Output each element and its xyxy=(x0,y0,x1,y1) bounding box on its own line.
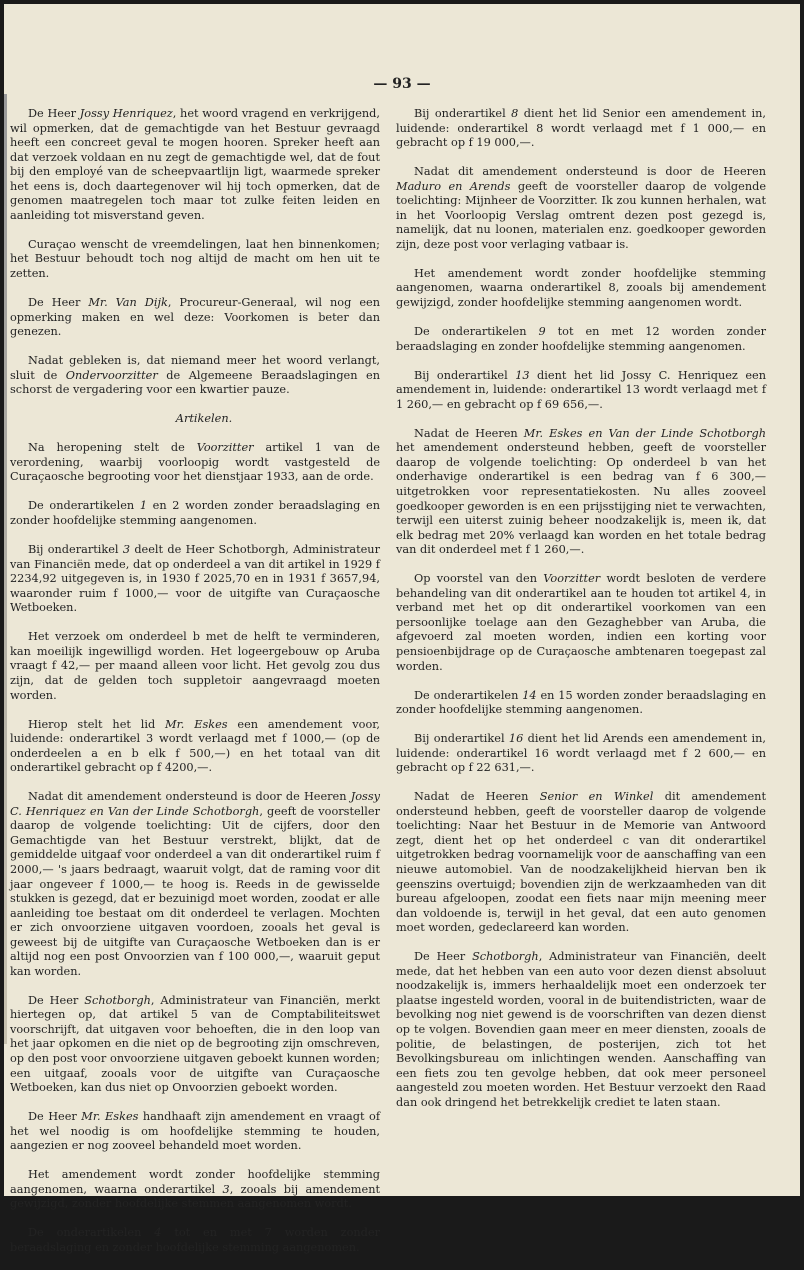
italic-name: Voorzitter xyxy=(196,441,254,455)
paragraph-text: dit amendement ondersteund hebben, geeft de voorsteller daarop de volgende toelichting: Naar het Bestuur in de Memorie van Antwoord zegt, dient het op het onderdeel c van dit onderartikel uitgetrokken bedrag voornamelijk voor de aanschaffing van een nieuwe automobiel. Van de noodzakelijkheid hiervan ben ik geenszins overtuigd; bovendien zijn de werkzaamheden van dit bureau afgeloopen, zoodat een fiets naar mijn meening meer dan voldoende is, terwijl in het geval, dat een auto genomen moet worden, gedeclareerd kan worden. xyxy=(396,790,766,935)
paragraph-text: , Procureur-Generaal, wil nog een opmerking maken en wel deze: Voorkomen is beter dan genezen. xyxy=(10,296,380,339)
paragraph-text: de Algemeene Beraadslagingen en schorst de vergadering voor een kwartier pauze. xyxy=(10,368,380,397)
italic-name: Mr. Eskes xyxy=(165,717,228,731)
document-page xyxy=(4,4,800,1254)
paragraph-text: wordt besloten de verdere behandeling van dit onderartikel aan te houden tot artikel 4, in verband met het op dit onderartikel voorkomen van een persoonlijke toelage aan den Gezaghebber van Aruba, die afgevoerd zal moeten worden, indien een korting voor pensioenbijdrage op de Curaçaosche ambtenaren toegepast zal worden. xyxy=(396,572,766,673)
left-paragraph xyxy=(10,630,380,703)
left-paragraph xyxy=(10,1226,380,1255)
paragraph-text: De Heer xyxy=(414,950,473,964)
paragraph-text: Bij onderartikel xyxy=(414,732,509,746)
paragraph-text: dient het lid Jossy C. Henriquez een amendement in, luidende: onderartikel 13 wordt verlaagd met f 1 260,— en gebracht op f 69 656,—. xyxy=(396,368,766,411)
right-column xyxy=(396,107,766,1125)
left-paragraph xyxy=(10,499,380,528)
italic-name: Jossy Henriquez xyxy=(79,107,173,120)
paragraph-text: De onderartikelen xyxy=(28,499,140,513)
italic-name: Mr. Eskes xyxy=(81,1110,139,1124)
right-paragraph xyxy=(396,790,766,935)
italic-name: 4 xyxy=(154,1226,162,1240)
italic-name: Jossy C. Henriquez en Van der Linde Schotborgh xyxy=(10,790,380,818)
italic-name: Senior en Winkel xyxy=(539,790,654,804)
paragraph-text: een amendement voor, luidende: onderartikel 3 wordt verlaagd met f 1000,— (op de onderdeelen a en b elk f 500,—) en het totaal van dit onderartikel gebracht op f 4200,—. xyxy=(10,717,380,775)
paragraph-text: Nadat de Heeren xyxy=(414,790,540,804)
paragraph-text: Nadat gebleken is, dat niemand meer het woord verlangt, sluit de xyxy=(10,354,380,382)
right-paragraph xyxy=(396,689,766,718)
italic-name: 3 xyxy=(222,1182,230,1196)
paragraph-text: geeft de voorsteller daarop de volgende toelichting: Mijnheer de Voorzitter. Ik zou kunnen herhalen, wat in het Voorloopig Verslag omtrent dezen post gezegd is, namelijk, dat nu loonen, materialen enz. goedkooper geworden zijn, deze post voor verlaging vatbaar is. xyxy=(396,179,767,251)
paragraph-text: Nadat de Heeren xyxy=(414,426,524,440)
page-edge xyxy=(4,94,7,1044)
left-paragraph xyxy=(10,1168,380,1212)
left-paragraph xyxy=(10,994,380,1096)
italic-name: Maduro en Arends xyxy=(396,179,511,193)
paragraph-text: deelt de Heer Schotborgh, Administrateur van Financiën mede, dat op onderdeel a van dit artikel in 1929 f 2234,92 uitgegeven is, in 1930 f 2025,70 en in 1931 f 3657,94, waaronder ruim f 1000,— voor de uitgifte van Curaçaosche Wetboeken. xyxy=(10,543,380,615)
paragraph-text: Na heropening stelt de xyxy=(28,441,197,455)
right-paragraph xyxy=(396,325,766,354)
paragraph-text: De Heer xyxy=(28,993,85,1007)
paragraph-text: Bij onderartikel xyxy=(414,368,516,382)
italic-name: 1 xyxy=(139,499,148,513)
paragraph-text: De onderartikelen xyxy=(414,688,523,702)
paragraph-text: De Heer xyxy=(28,1110,82,1124)
left-paragraph xyxy=(10,441,380,485)
paragraph-text: , het woord vragend en verkrijgend, wil opmerken, dat de gemachtigde van het Bestuur gevraagd heeft een concreet geval te mogen hooren. Spreker heeft aan dat verzoek voldaan en nu zegt de gemachtigde wel, dat de fout bij den employé van de scheepvaartlijn ligt, waarmede spreker het eens is, doch daartegenover wil hij toch opmerken, dat de genomen maatregelen toch maar tot zulke feiten leiden en aanleiding tot misverstand geven. xyxy=(10,107,380,222)
paragraph-text: dient het lid Arends een amendement in, luidende: onderartikel 16 wordt verlaagd met f 2 600,— en gebracht op f 22 631,—. xyxy=(396,732,766,775)
paragraph-text: en 15 worden zonder beraadslaging en zonder hoofdelijke stemming aangenomen. xyxy=(396,688,766,717)
italic-name: Ondervoorzitter xyxy=(65,368,158,382)
italic-name: 9 xyxy=(538,325,546,339)
italic-name: 13 xyxy=(515,368,530,382)
left-paragraph xyxy=(10,718,380,776)
paragraph-text: Bij onderartikel xyxy=(28,543,123,557)
italic-name: 3 xyxy=(122,543,131,557)
paragraph-text: De Heer xyxy=(28,296,89,310)
left-paragraph xyxy=(10,296,380,340)
left-column xyxy=(10,107,380,1270)
left-paragraph xyxy=(10,1110,380,1154)
paragraph-text: tot en met 12 worden zonder beraadslaging en zonder hoofdelijke stemming aangenomen. xyxy=(396,325,766,353)
right-paragraph xyxy=(396,732,766,776)
right-paragraph xyxy=(396,267,766,311)
left-paragraph xyxy=(10,543,380,616)
paragraph-text: Curaçao wenscht de vreemdelingen, laat hen binnenkomen; het Bestuur behoudt toch nog altijd de macht om hen uit te zetten. xyxy=(10,237,380,280)
italic-name: Schotborgh xyxy=(472,950,539,964)
left-paragraph xyxy=(10,354,380,398)
paragraph-text: en 2 worden zonder beraadslaging en zonder hoofdelijke stemming aangenomen. xyxy=(10,499,380,528)
paragraph-text: De onderartikelen xyxy=(28,1226,155,1240)
paragraph-text: Het verzoek om onderdeel b met de helft te verminderen, kan moeilijk ingewilligd worden. Het logeergebouw op Aruba vraagt f 42,— per maand alleen voor licht. Het gevolg zou dus zijn, dat de gelden toch suppletoir aangevraagd moeten worden. xyxy=(10,630,380,702)
paragraph-text: Het amendement wordt zonder hoofdelijke stemming aangenomen, waarna onderartikel xyxy=(10,1168,380,1196)
left-paragraph xyxy=(10,238,380,282)
left-paragraph xyxy=(10,107,380,223)
right-paragraph xyxy=(396,369,766,413)
left-paragraph xyxy=(10,412,380,427)
italic-name: Mr. Eskes en Van der Linde Schotborgh xyxy=(523,426,767,440)
paragraph-text: Nadat dit amendement ondersteund is door de Heeren xyxy=(414,165,766,179)
paragraph-text: handhaaft zijn amendement en vraagt of het wel noodig is om hoofdelijke stemming te houden, aangezien er nog zooveel behandeld moet worden. xyxy=(10,1110,380,1153)
paragraph-text: , Administrateur van Financiën, deelt mede, dat het hebben van een auto voor dezen dienst absoluut noodzakelijk is, immers herhaaldelijk moet een onderzoek ter plaatse ingesteld worden, vooral in de buitendistricten, waar de bevolking nog niet gewend is de voorschriften van dezen dienst op te volgen. Bovendien gaan meer en meer diensten, zooals de politie, de belastingen, de posterijen, zich tot het Bevolkingsbureau om inlichtingen wenden. Aanschaffing van een fiets zou ten gevolge hebben, dat ook meer personeel aangesteld zou moeten worden. Het Bestuur verzoekt den Raad dan ook dringend het betrekkelijk crediet te laten staan. xyxy=(396,950,766,1109)
right-paragraph xyxy=(396,572,766,674)
right-paragraph xyxy=(396,427,766,558)
right-paragraph xyxy=(396,107,766,151)
italic-name: Schotborgh xyxy=(84,993,151,1007)
paragraph-text: , Administrateur van Financiën, merkt hiertegen op, dat artikel 5 van de Comptabiliteitswet voorschrijft, dat uitgaven voor behoeften, die in den loop van het jaar opkomen en die niet op de begrooting zijn omschreven, op den post voor onvoorziene uitgaven geboekt kunnen worden; een uitgaaf, zooals voor de uitgifte van Curaçaosche Wetboeken, kan dus niet op Onvoorzien geboekt worden. xyxy=(10,993,380,1095)
paragraph-text: , zooals bij amendement gewijzigd, zonder hoofdelijke stemmen aangenomen wordt. xyxy=(10,1182,381,1211)
paragraph-text: het amendement ondersteund hebben, geeft de voorsteller daarop de volgende toelichting: Op onderdeel b van het onderhavige onderartikel is een bedrag van f 6 300,— uitgetrokken voor representatiekosten. Nu alles zooveel goedkooper geworden is en een prijsstijging niet te verwachten, terwijl een uiterst zuinig beheer noodzakelijk is, meen ik, dat elk bedrag met 20% verlaagd kan worden en het totale bedrag van dit onderdeel met f 1 260,—. xyxy=(396,441,766,557)
paragraph-text: Bij onderartikel xyxy=(414,107,512,120)
italic-name: 14 xyxy=(522,688,537,702)
italic-name: Mr. Van Dijk xyxy=(88,296,168,310)
paragraph-text: De Heer xyxy=(28,107,80,120)
italic-name: Voorzitter xyxy=(543,572,601,586)
paragraph-text: artikel 1 van de verordening, waarbij voorloopig wordt vastgesteld de Curaçaosche begrooting voor het dienstjaar 1933, aan de orde. xyxy=(10,441,380,484)
paragraph-text: Op voorstel van den xyxy=(414,572,544,586)
right-paragraph xyxy=(396,950,766,1110)
italic-name: 16 xyxy=(508,732,524,746)
paragraph-text: , geeft de voorsteller daarop de volgende toelichting: Uit de cijfers, door den Gemachtigde van het Bestuur verstrekt, blijkt, dat de gemiddelde uitgaaf voor onderdeel a van dit onderartikel ruim f 2000,— 's jaars bedraagt, waaruit volgt, dat de raming voor dit jaar ongeveer f 1000,— te hoog is. Reeds in de gewisselde stukken is gezegd, dat er bezuinigd moet worden, zoodat er alle aanleiding toe bestaat om dit onderdeel te verlagen. Mochten er zich onvoorziene uitgaven voordoen, zooals het geval is geweest bij de uitgifte van Curaçaosche Wetboeken dan is er altijd nog een post Onvoorzien van f 100 000,—, waaruit geput kan worden. xyxy=(10,804,380,978)
italic-name: Artikelen. xyxy=(175,412,233,426)
paragraph-text: dient het lid Senior een amendement in, luidende: onderartikel 8 wordt verlaagd met f 1 000,— en gebracht op f 19 000,—. xyxy=(396,107,766,150)
left-paragraph xyxy=(10,790,380,979)
italic-name: 8 xyxy=(511,107,519,120)
page-number: — 93 — xyxy=(373,76,431,92)
paragraph-text: Hierop stelt het lid xyxy=(28,717,166,731)
paragraph-text: Het amendement wordt zonder hoofdelijke stemming aangenomen, waarna onderartikel 8, zooals bij amendement gewijzigd, zonder hoofdelijke stemming aangenomen wordt. xyxy=(396,266,766,310)
paragraph-text: tot en met 7 worden zonder beraadslaging en zonder hoofdelijke stemming aangenomen. xyxy=(10,1226,380,1254)
right-paragraph xyxy=(396,165,766,252)
paragraph-text: Nadat dit amendement ondersteund is door de Heeren xyxy=(28,790,351,804)
paragraph-text: De onderartikelen xyxy=(414,325,539,339)
